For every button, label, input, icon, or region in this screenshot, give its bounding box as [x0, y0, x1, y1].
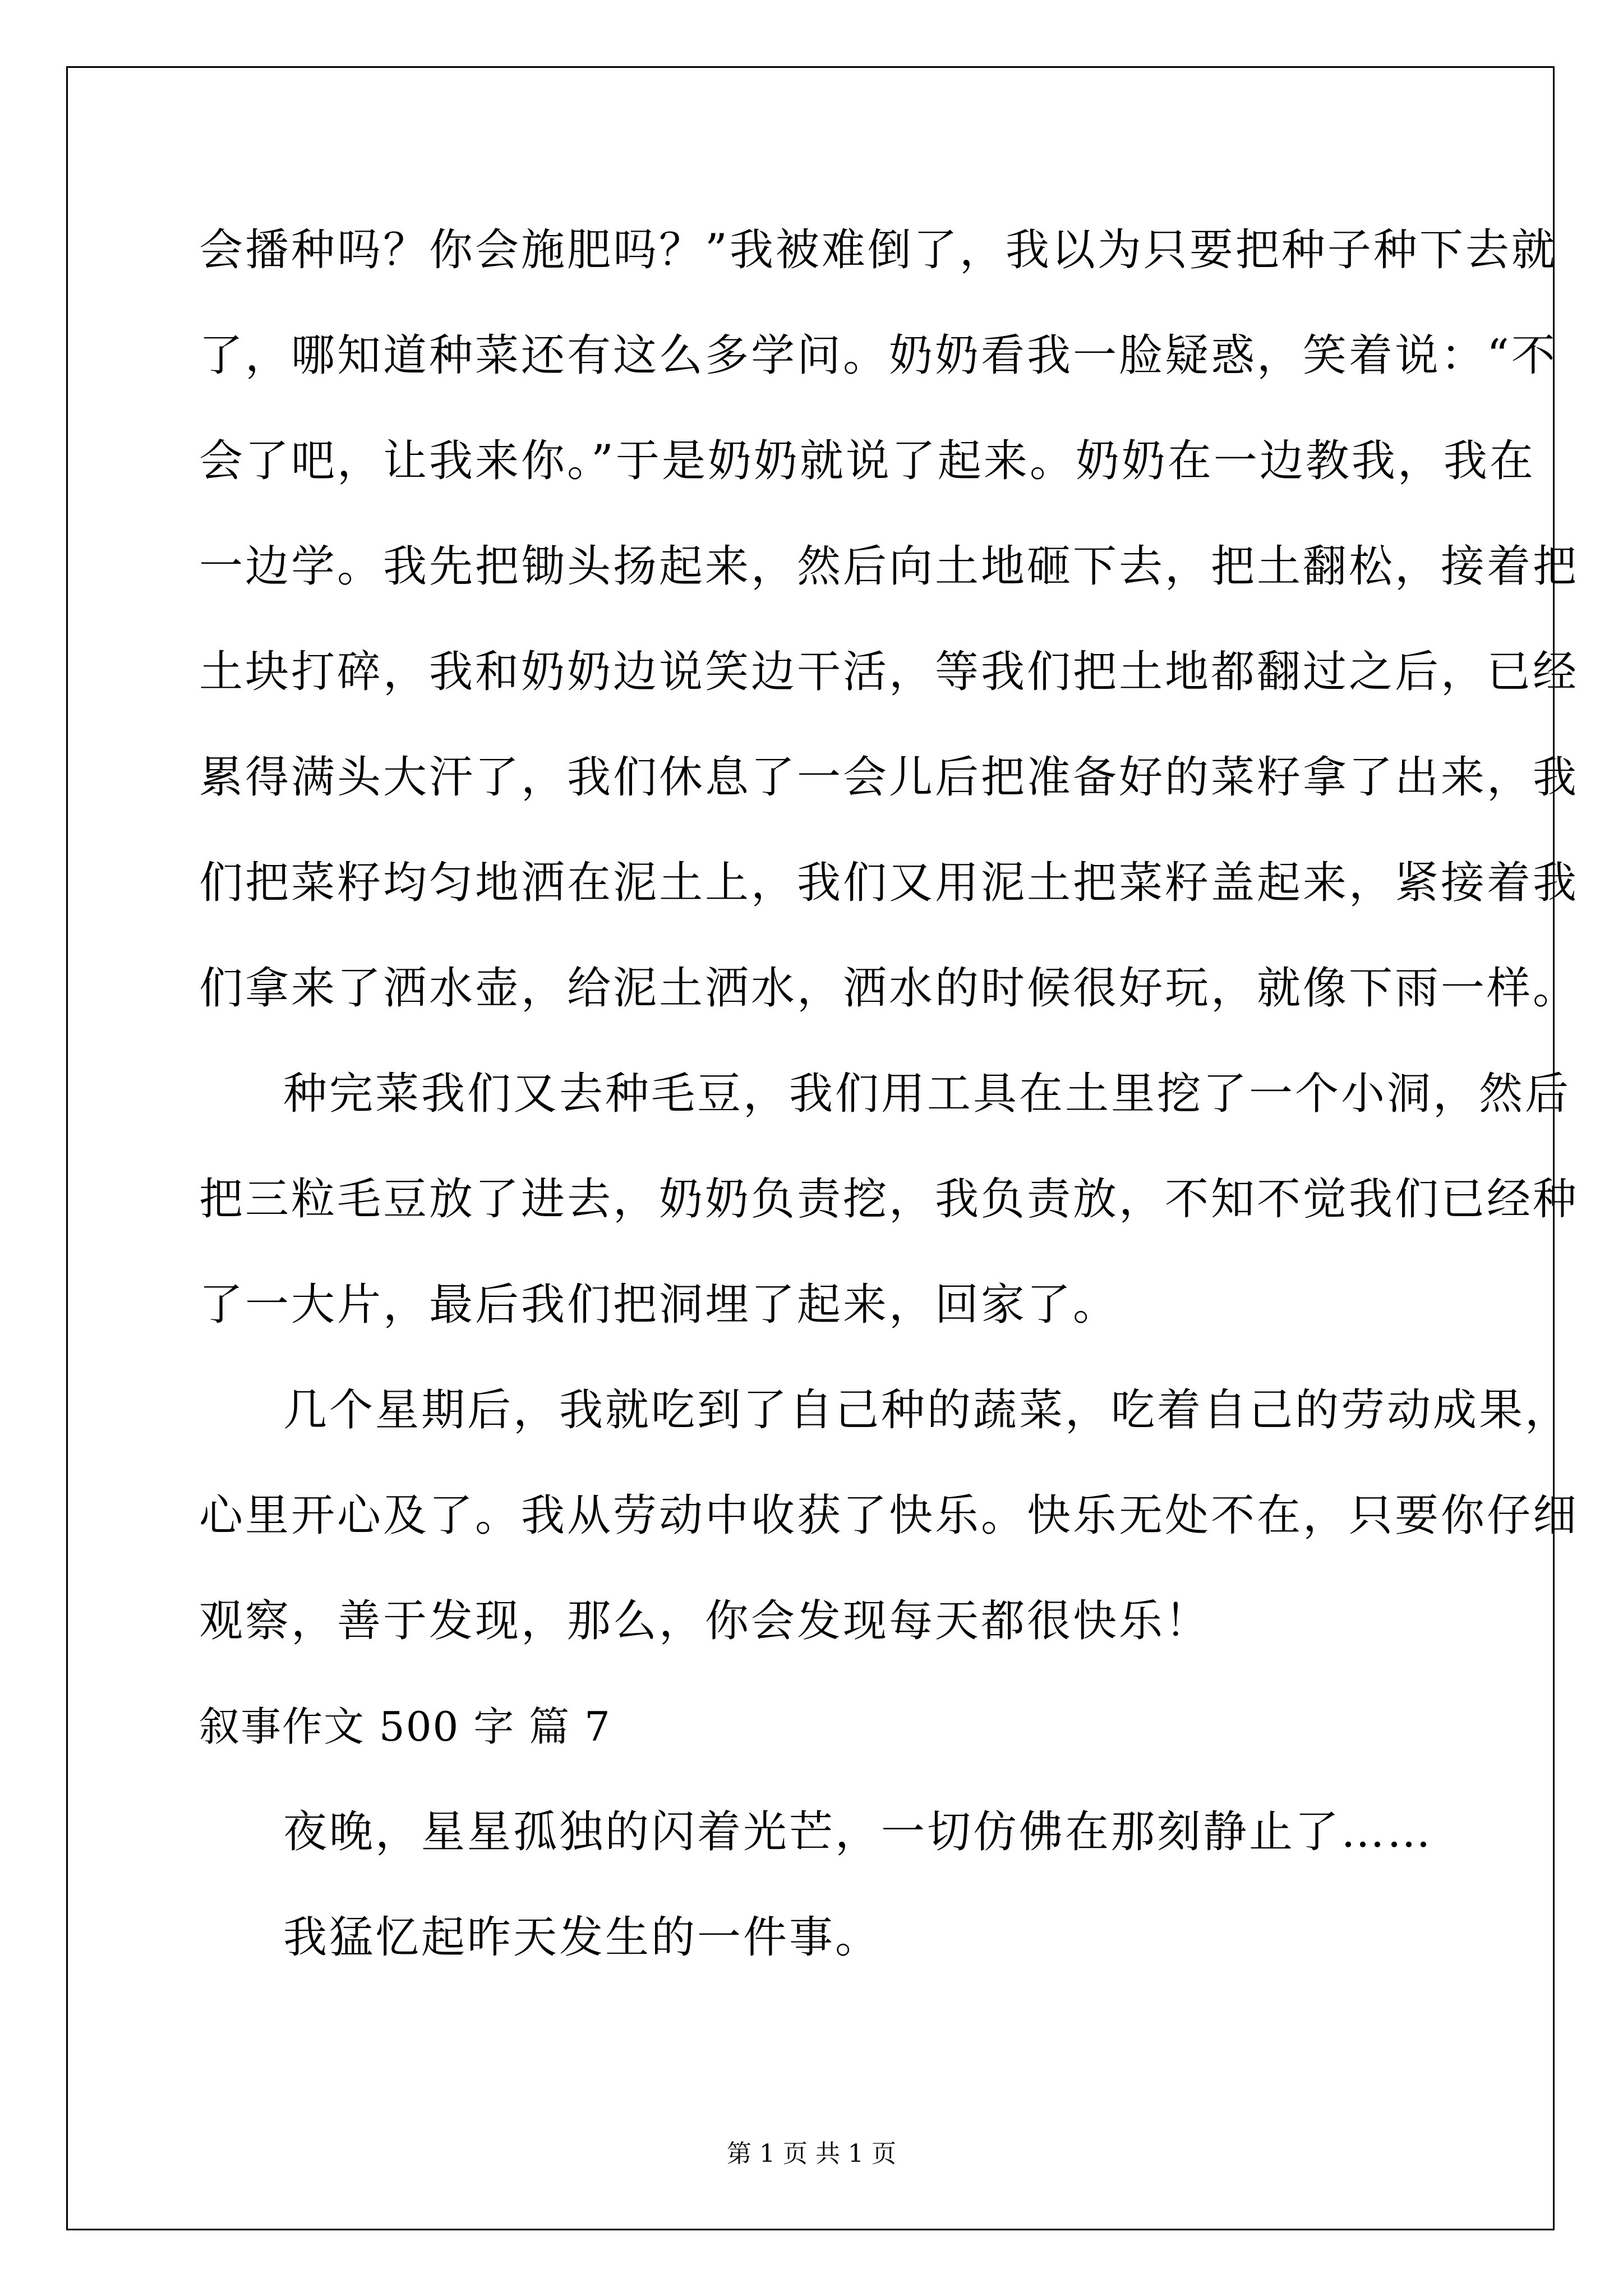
text-line: 观察，善于发现，那么，你会发现每天都很快乐！ — [199, 1596, 1211, 1646]
text-line: 把三粒毛豆放了进去，奶奶负责挖，我负责放，不知不觉我们已经种 — [199, 1174, 1579, 1225]
paragraph-start-line: 我猛忆起昨天发生的一件事。 — [283, 1912, 882, 1963]
paragraph-start-line: 夜晚，星星孤独的闪着光芒，一切仿佛在那刻静止了…… — [283, 1807, 1433, 1857]
text-line: 一边学。我先把锄头扬起来，然后向土地砸下去，把土翻松，接着把 — [199, 541, 1579, 592]
page-footer: 第 1 页 共 1 页 — [727, 2139, 896, 2168]
text-line: 们把菜籽均匀地洒在泥土上，我们又用泥土把菜籽盖起来，紧接着我 — [199, 858, 1579, 908]
text-line: 会播种吗？你会施肥吗？”我被难倒了，我以为只要把种子种下去就 — [199, 225, 1557, 275]
text-line: 土块打碎，我和奶奶边说笑边干活，等我们把土地都翻过之后，已经 — [199, 647, 1579, 697]
text-line: 们拿来了洒水壶，给泥土洒水，洒水的时候很好玩，就像下雨一样。 — [199, 963, 1579, 1014]
document-body — [199, 217, 1579, 2009]
section-heading: 叙事作文 500 字 篇 7 — [199, 1703, 611, 1750]
text-line: 心里开心及了。我从劳动中收获了快乐。快乐无处不在，只要你仔细 — [199, 1490, 1579, 1541]
text-line: 了一大片，最后我们把洞埋了起来，回家了。 — [199, 1280, 1119, 1330]
text-line: 累得满头大汗了，我们休息了一会儿后把准备好的菜籽拿了出来，我 — [199, 752, 1579, 803]
paragraph-start-line: 种完菜我们又去种毛豆，我们用工具在土里挖了一个小洞，然后 — [283, 1069, 1571, 1119]
text-line: 会了吧，让我来你。”于是奶奶就说了起来。奶奶在一边教我，我在 — [199, 436, 1536, 486]
paragraph-start-line: 几个星期后，我就吃到了自己种的蔬菜，吃着自己的劳动成果， — [283, 1385, 1571, 1435]
text-line: 了，哪知道种菜还有这么多学问。奶奶看我一脸疑惑，笑着说：“不 — [199, 330, 1557, 381]
